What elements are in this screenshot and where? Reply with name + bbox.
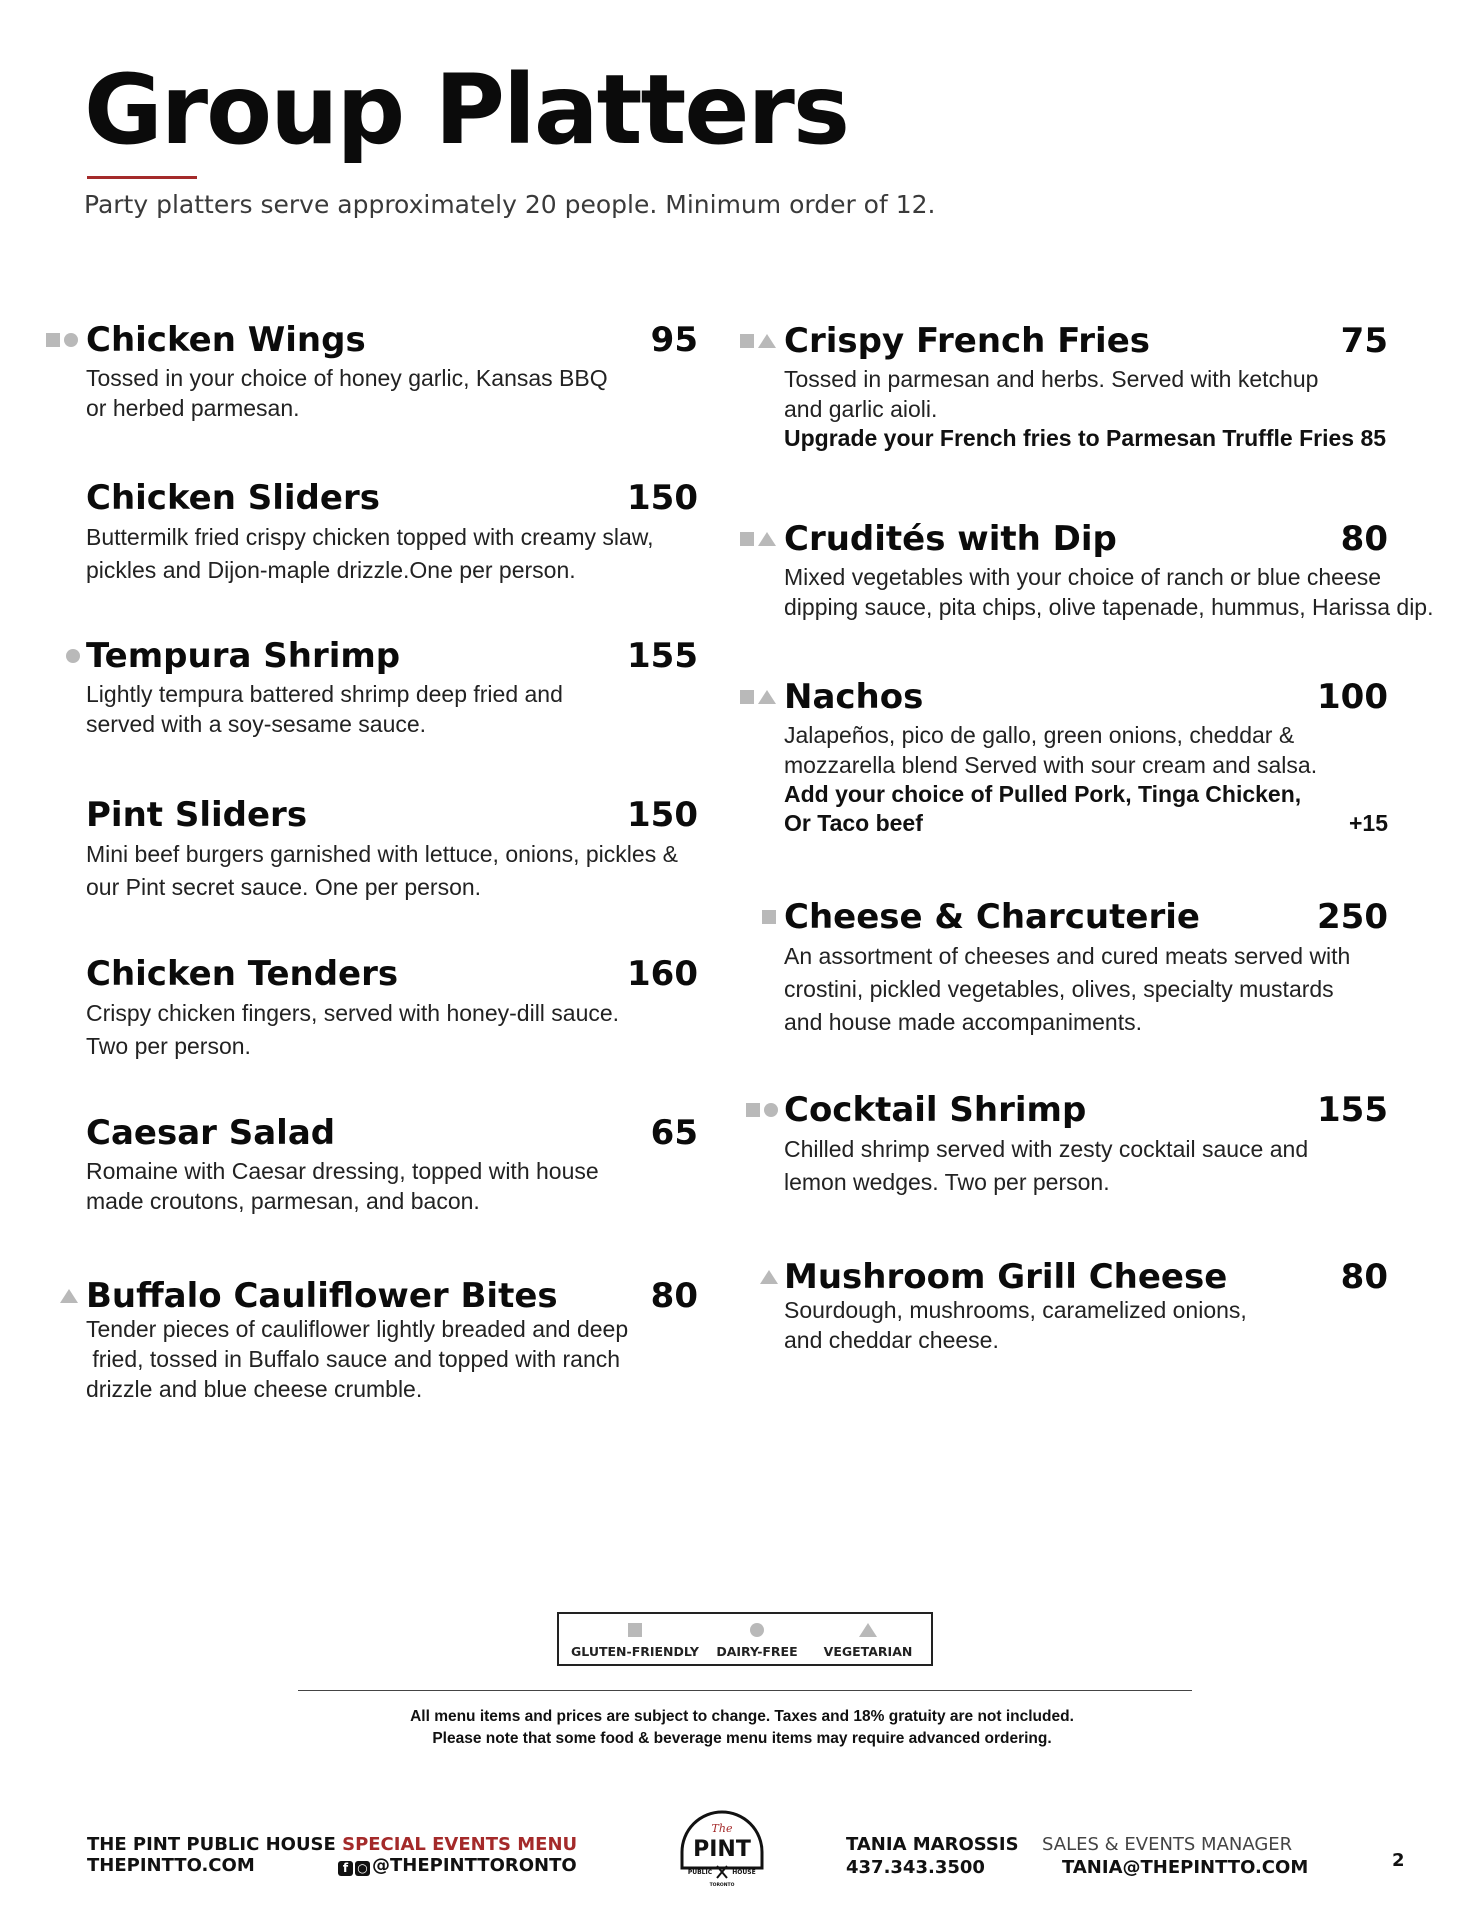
disclaimer-line: Please note that some food & beverage menu items may require advanced ordering. [432, 1730, 1052, 1747]
venue-name: THE PINT PUBLIC HOUSE [87, 1834, 336, 1855]
menu-item-chicken-wings [86, 318, 698, 423]
vegetarian-icon [760, 1270, 778, 1284]
item-description: Sourdough, mushrooms, caramelized onions, and cheddar cheese. [784, 1297, 1247, 1353]
dietary-legend [557, 1612, 933, 1666]
footer-divider [298, 1690, 1192, 1691]
item-price: 100 [1317, 677, 1388, 717]
gluten-friendly-icon [740, 334, 754, 348]
menu-item-tempura-shrimp [86, 634, 698, 739]
item-description: Romaine with Caesar dressing, topped with house made croutons, parmesan, and bacon. [86, 1158, 599, 1214]
item-description: Tossed in parmesan and herbs. Served with ketchup and garlic aioli. [784, 366, 1319, 422]
menu-item-nachos [784, 675, 1388, 838]
item-name: Pint Sliders [86, 795, 308, 835]
legend-gluten-friendly [567, 1620, 703, 1659]
disclaimer [242, 1706, 1242, 1750]
dietary-icons [760, 1255, 778, 1299]
item-name: Caesar Salad [86, 1113, 336, 1153]
footer-venue-line [87, 1834, 577, 1855]
item-price: 80 [1340, 519, 1388, 559]
item-price: 150 [627, 795, 698, 835]
gluten-friendly-icon [746, 1103, 760, 1117]
item-description: Jalapeños, pico de gallo, green onions, cheddar & mozzarella blend Served with sour cream and salsa. [784, 722, 1318, 778]
gluten-friendly-icon [628, 1623, 642, 1637]
legend-label: GLUTEN-FRIENDLY [571, 1644, 699, 1659]
item-description: Lightly tempura battered shrimp deep fried and served with a soy-sesame sauce. [86, 681, 563, 737]
gluten-friendly-icon [46, 333, 60, 347]
gluten-friendly-icon [740, 690, 754, 704]
menu-item-buffalo-cauliflower-bites [86, 1274, 698, 1404]
menu-item-chicken-tenders [86, 952, 698, 1063]
dietary-icons [762, 895, 776, 939]
legend-dairy-free [707, 1620, 807, 1659]
legend-vegetarian [815, 1620, 921, 1659]
item-name: Buffalo Cauliflower Bites [86, 1276, 558, 1316]
item-name: Chicken Sliders [86, 478, 380, 518]
item-description: An assortment of cheeses and cured meats served with crostini, pickled vegetables, olives, specialty mustards and house made accompaniments. [784, 943, 1351, 1035]
menu-label: SPECIAL EVENTS MENU [342, 1834, 578, 1855]
item-price: 160 [627, 954, 698, 994]
menu-item-pint-sliders [86, 793, 698, 904]
dairy-free-icon [750, 1623, 764, 1637]
logo-wordmark: PINT [693, 1837, 751, 1862]
item-name: Nachos [784, 677, 924, 717]
item-description: Mini beef burgers garnished with lettuce, onions, pickles & our Pint secret sauce. One per person. [86, 841, 678, 900]
logo-left: PUBLIC [687, 1869, 713, 1876]
item-price: 80 [650, 1276, 698, 1316]
item-description: Buttermilk fried crispy chicken topped with creamy slaw, pickles and Dijon-maple drizzle.One per person. [86, 524, 654, 583]
item-name: Crudités with Dip [784, 519, 1117, 559]
menu-item-chicken-sliders [86, 476, 698, 587]
gluten-friendly-icon [762, 910, 776, 924]
instagram-icon: ○ [355, 1861, 370, 1876]
item-name: Cheese & Charcuterie [784, 897, 1200, 937]
item-description: Crispy chicken fingers, served with honey-dill sauce. Two per person. [86, 1000, 620, 1059]
menu-item-crispy-french-fries [784, 319, 1388, 453]
item-price: 250 [1317, 897, 1388, 937]
item-name: Chicken Wings [86, 320, 366, 360]
menu-item-cheese-charcuterie [784, 895, 1388, 1039]
item-price: 155 [1317, 1090, 1388, 1130]
pint-logo [674, 1808, 770, 1890]
addon-note: Add your choice of Pulled Pork, Tinga Chicken, [784, 781, 1302, 807]
social-handle: @THEPINTTORONTO [372, 1855, 577, 1876]
vegetarian-icon [859, 1623, 877, 1637]
facebook-icon: f [338, 1861, 353, 1876]
legend-label: DAIRY-FREE [716, 1644, 798, 1659]
menu-item-crudites-with-dip [784, 517, 1434, 622]
addon-price: +15 [1348, 810, 1388, 836]
page-title: Group Platters [84, 54, 848, 166]
item-price: 155 [627, 636, 698, 676]
item-description: Tender pieces of cauliflower lightly breaded and deep fried, tossed in Buffalo sauce and topped with ranch drizzle and blue cheese crumble. [86, 1316, 629, 1402]
dietary-icons [746, 1088, 778, 1132]
item-name: Cocktail Shrimp [784, 1090, 1087, 1130]
vegetarian-icon [758, 334, 776, 348]
title-underline [87, 176, 197, 179]
item-description: Mixed vegetables with your choice of ranch or blue cheese dipping sauce, pita chips, olive tapenade, hummus, Harissa dip. [784, 564, 1434, 620]
contact-email[interactable]: TANIA@THEPINTTO.COM [1062, 1857, 1309, 1878]
item-name: Crispy French Fries [784, 321, 1150, 361]
item-name: Mushroom Grill Cheese [784, 1257, 1228, 1297]
item-price: 75 [1340, 321, 1388, 361]
gluten-friendly-icon [740, 532, 754, 546]
addon-row [784, 809, 1388, 838]
item-price: 150 [627, 478, 698, 518]
contact-name: TANIA MAROSSIS [846, 1834, 1019, 1855]
disclaimer-line: All menu items and prices are subject to change. Taxes and 18% gratuity are not included. [410, 1708, 1074, 1725]
vegetarian-icon [758, 532, 776, 546]
dairy-free-icon [64, 333, 78, 347]
item-price: 65 [650, 1113, 698, 1153]
dietary-icons [740, 319, 776, 363]
logo-city: TORONTO [709, 1883, 735, 1888]
dietary-icons [66, 634, 80, 678]
item-price: 95 [650, 320, 698, 360]
vegetarian-icon [60, 1289, 78, 1303]
item-description: Chilled shrimp served with zesty cocktail sauce and lemon wedges. Two per person. [784, 1136, 1309, 1195]
dairy-free-icon [66, 649, 80, 663]
item-name: Chicken Tenders [86, 954, 399, 994]
dietary-icons [740, 517, 776, 561]
page-subtitle: Party platters serve approximately 20 people. Minimum order of 12. [84, 190, 936, 219]
footer-social[interactable] [338, 1855, 577, 1876]
logo-script: The [711, 1822, 733, 1835]
vegetarian-icon [758, 690, 776, 704]
menu-item-cocktail-shrimp [784, 1088, 1388, 1199]
item-price: 80 [1340, 1257, 1388, 1297]
addon-option: Or Taco beef [784, 810, 923, 836]
logo-right: HOUSE [732, 1869, 756, 1876]
page-number: 2 [1392, 1850, 1405, 1871]
upgrade-note: Upgrade your French fries to Parmesan Truffle Fries 85 [784, 425, 1387, 451]
dietary-icons [60, 1274, 78, 1318]
item-description: Tossed in your choice of honey garlic, Kansas BBQ or herbed parmesan. [86, 365, 608, 421]
contact-phone[interactable]: 437.343.3500 [846, 1857, 985, 1878]
menu-item-mushroom-grill-cheese [784, 1255, 1388, 1355]
dietary-icons [740, 675, 776, 719]
footer-website[interactable]: THEPINTTO.COM [87, 1855, 255, 1876]
menu-item-caesar-salad [86, 1111, 698, 1216]
contact-title: SALES & EVENTS MANAGER [1042, 1834, 1293, 1855]
legend-label: VEGETARIAN [823, 1644, 913, 1659]
dietary-icons [46, 318, 78, 362]
dairy-free-icon [764, 1103, 778, 1117]
item-name: Tempura Shrimp [86, 636, 401, 676]
